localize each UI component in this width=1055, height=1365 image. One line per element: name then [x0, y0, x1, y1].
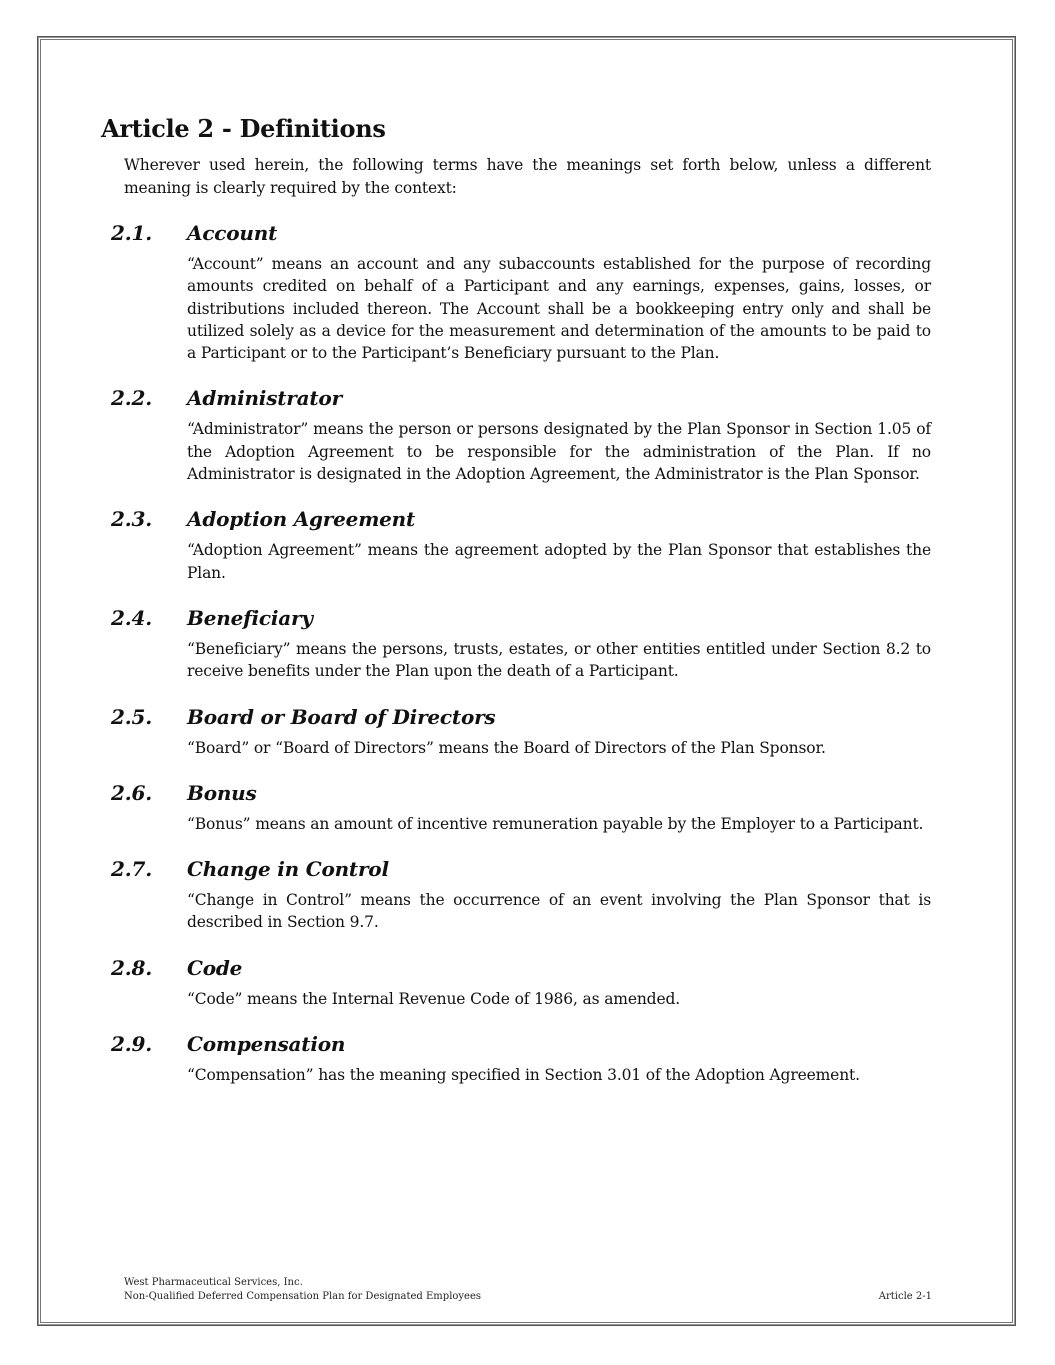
- footer-row: [124, 1290, 932, 1304]
- section-body: “Adoption Agreement” means the agreement adopted by the Plan Sponsor that establishes the Plan.: [187, 541, 931, 582]
- section-beneficiary: [101, 604, 931, 683]
- section-board: [101, 703, 931, 759]
- section-number: 2.5.: [111, 704, 152, 729]
- section-title: Change in Control: [187, 857, 389, 882]
- section-number: 2.1.: [111, 221, 152, 245]
- section-heading: [101, 505, 931, 533]
- section-body: “Beneficiary” means the persons, trusts, estates, or other entities entitled under Section 8.2 to receive benefits under the Plan upon the death of a Participant.: [187, 639, 931, 681]
- section-body: “Account” means an account and any subaccounts established for the purpose of recording amounts credited on behalf of a Participant and any earnings, expenses, gains, losses, or distributions included thereon. The Account shall be a bookkeeping entry only and shall be utilized solely as a device for the measurement and determination of the amounts to be paid to a Participant or to the Participant’s Beneficiary pursuant to the Plan.: [187, 255, 931, 363]
- section-body: “Administrator” means the person or persons designated by the Plan Sponsor in Section 1.05 of the Adoption Agreement to be responsible for the administration of the Plan. If no Administrator is designated in the Adoption Agreement, the Administrator is the Plan Sponsor.: [187, 420, 931, 484]
- section-heading: [101, 1030, 931, 1058]
- section-body: “Code” means the Internal Revenue Code of 1986, as amended.: [187, 989, 681, 1008]
- section-heading: [101, 779, 931, 807]
- section-number: 2.8.: [111, 955, 152, 980]
- section-title: Code: [187, 955, 243, 980]
- section-body: “Compensation” has the meaning specified in Section 3.01 of the Adoption Agreement.: [187, 1066, 860, 1085]
- section-number: 2.3.: [111, 507, 152, 532]
- section-title: Adoption Agreement: [187, 507, 416, 532]
- section-number: 2.7.: [111, 857, 152, 882]
- section-heading: [101, 384, 931, 412]
- section-title: Account: [187, 221, 278, 245]
- section-body: “Bonus” means an amount of incentive remuneration payable by the Employer to a Participant.: [187, 814, 924, 833]
- section-heading: [101, 219, 931, 247]
- footer-page-label: Article 2-1: [878, 1291, 932, 1302]
- section-account: [101, 219, 931, 364]
- page-footer: [124, 1276, 932, 1304]
- section-number: 2.4.: [111, 605, 152, 630]
- section-number: 2.9.: [111, 1032, 152, 1057]
- document-content: [101, 112, 931, 1086]
- section-body: “Change in Control” means the occurrence of an event involving the Plan Sponsor that is described in Section 9.7.: [187, 891, 931, 932]
- section-heading: [101, 703, 931, 731]
- section-title: Board or Board of Directors: [187, 704, 496, 729]
- footer-plan-name: Non-Qualified Deferred Compensation Plan for Designated Employees: [124, 1291, 482, 1302]
- section-number: 2.2.: [111, 386, 152, 411]
- section-change-in-control: [101, 855, 931, 934]
- section-title: Compensation: [187, 1032, 346, 1057]
- article-intro: Wherever used herein, the following terms have the meanings set forth below, unless a different meaning is clearly required by the context:: [124, 156, 931, 197]
- section-title: Administrator: [187, 386, 342, 411]
- section-body: “Board” or “Board of Directors” means the Board of Directors of the Plan Sponsor.: [187, 738, 826, 757]
- section-title: Bonus: [187, 780, 257, 805]
- section-bonus: [101, 779, 931, 835]
- section-adoption-agreement: [101, 505, 931, 584]
- section-compensation: [101, 1030, 931, 1086]
- section-heading: [101, 604, 931, 632]
- section-administrator: [101, 384, 931, 485]
- section-title: Beneficiary: [187, 605, 313, 630]
- section-code: [101, 954, 931, 1010]
- section-number: 2.6.: [111, 780, 152, 805]
- footer-company: West Pharmaceutical Services, Inc.: [124, 1277, 303, 1288]
- article-title: Article 2 - Definitions: [101, 114, 386, 143]
- section-heading: [101, 954, 931, 982]
- section-heading: [101, 855, 931, 883]
